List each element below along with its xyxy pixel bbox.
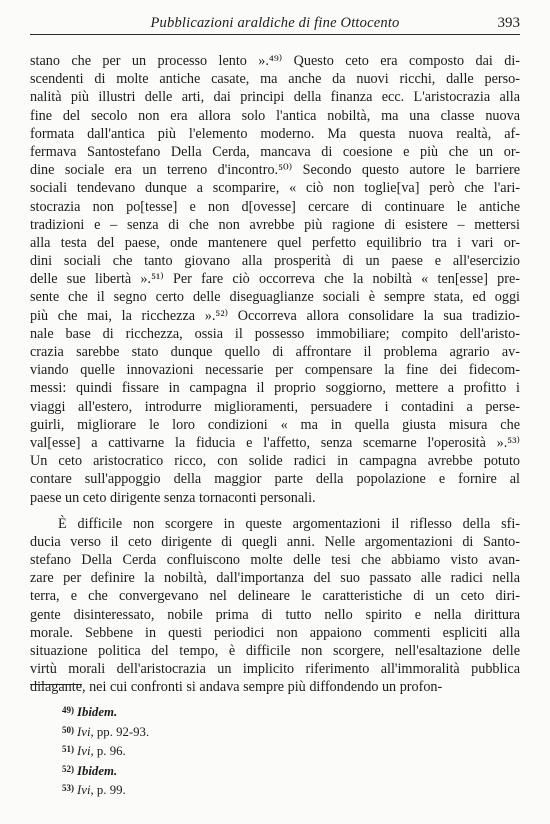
paragraph-gap — [30, 507, 520, 515]
paragraph — [30, 515, 520, 697]
footnote-list — [30, 701, 520, 799]
text-line: alla testa del paese, onde mantenere quel perfetto equilibrio tra i vari or- — [30, 234, 520, 251]
page-header — [30, 14, 520, 35]
text-line: È difficile non scorgere in queste argomentazioni il riflesso della sfi- — [58, 515, 520, 532]
text-line: delle sue libertà ».⁵¹⁾ Per fare ciò occorreva che la nobiltà « ten[esse] pre- — [30, 271, 520, 288]
text-line: viando quelle innovazioni necessarie per compensare la fine dei fidecom- — [30, 362, 520, 379]
text-line: tradizioni e – senza di che non avrebbe più ragione di esistere – mettersi — [30, 216, 520, 233]
footnote-number: 53) — [62, 783, 74, 793]
footnote-source: Ivi — [77, 744, 91, 758]
text-line: gente disinteressato, nobile prima di tutto nello spirito e nella dirittura — [30, 606, 520, 623]
text-line: nalità più illustri delle arti, dai principi della finanza ecc. L'aristocrazia alla — [30, 89, 520, 106]
text-line: formata dall'antica più l'elemento moderno. Ma questa nuova realtà, af- — [30, 125, 520, 142]
text-line: fine del secolo non era allora solo l'antica nobiltà, ma una classe nuova — [30, 107, 520, 124]
text-line: scendenti di molte antiche casate, ma anche da nuovi ricchi, dalle perso- — [30, 71, 520, 88]
footnote — [30, 721, 520, 741]
text-line: nale base di ricchezza, ossia il possesso immobiliare; compito dell'aristo- — [30, 325, 520, 342]
text-line: guirli, migliorare le loro condizioni « ma in quella giusta misura che — [30, 416, 520, 433]
text-line: paese un ceto dirigente senza tornaconti personali. — [30, 489, 316, 506]
footnote-pages: , p. 96. — [90, 744, 126, 758]
footnote-pages: , p. 99. — [90, 783, 126, 797]
text-line: zare per definire la nobiltà, dall'importanza del suo passato alle radici nella — [30, 570, 520, 587]
text-line: crazia sarebbe stato dunque quello di affrontare il problema agrario av- — [30, 344, 520, 360]
text-line: più che mai, la ricchezza ».⁵²⁾ Occorreva allora consolidare la sua tradizio- — [30, 307, 520, 324]
text-line: contare sull'appoggio della maggior parte della popolazione e fornire al — [30, 471, 520, 488]
paragraph — [30, 52, 520, 507]
footnote-number: 49) — [62, 705, 74, 715]
footnote — [30, 701, 520, 721]
text-line: stocrazia non po[tesse] e non d[ovesse] cercare di continuare le antiche — [30, 198, 520, 215]
footnote-source: Ivi — [77, 783, 91, 797]
text-line: dilagante, nei cui confronti si andava sempre più diffondendo un profon- — [30, 679, 443, 696]
text-line: sociali tendevano dunque a scomparire, « ciò non toglie[va] però che l'ari- — [30, 180, 520, 197]
page-number: 393 — [497, 15, 520, 31]
text-line: stano che per un processo lento ».⁴⁹⁾ Questo ceto era composto dai di- — [30, 53, 520, 69]
footnotes — [30, 684, 520, 799]
text-line: terra, e che convergevano nel delineare le caratteristiche di un ceto diri- — [30, 588, 520, 605]
footnote-source: Ibidem. — [77, 705, 118, 719]
text-line: ducia verso il ceto dirigente di quegli anni. Nelle argomentazioni di Santo- — [30, 533, 520, 550]
footnote-source: Ivi — [77, 724, 91, 739]
footnote-number: 51) — [62, 744, 74, 754]
text-line: virtù morali dell'aristocrazia un implicito riferimento all'immoralità pubblica — [30, 661, 520, 678]
text-line: viaggi all'estero, introdurre miglioramenti, persuadere i contadini a perse- — [30, 398, 520, 415]
footnote-source: Ibidem. — [77, 763, 118, 778]
text-line: dine sociale era un terreno d'incontro.⁵⁰⁾ Secondo questo autore le barriere — [30, 162, 520, 179]
text-line: situazione politica del tempo, è difficile non scorgere, nell'esaltazione delle — [30, 643, 520, 659]
body-text — [30, 52, 520, 697]
text-line: messi: quindi fissare in campagna il proprio soggiorno, mettere a profitto i — [30, 380, 520, 397]
footnote-number: 52) — [62, 763, 74, 774]
text-line: sente che il segno certo delle diseguaglianze sociali è sempre stata, ed oggi — [30, 289, 520, 306]
footnote-rule — [30, 684, 82, 685]
footnote — [30, 760, 520, 780]
text-line: dini sociali che tanto giovano alla prosperità di un paese e all'esercizio — [30, 253, 520, 270]
text-line: stefano Della Cerda confluiscono molte delle tesi che abbiamo visto avan- — [30, 552, 520, 569]
footnote-pages: , pp. 92-93. — [90, 724, 150, 739]
footnote — [30, 779, 520, 799]
footnote-number: 50) — [62, 724, 74, 735]
running-title: Pubblicazioni araldiche di fine Ottocento — [150, 15, 400, 31]
text-line: Un ceto aristocratico ricco, con solide radici in campagna avrebbe potuto — [30, 453, 520, 470]
footnote — [30, 740, 520, 760]
text-line: val[esse] a cattivarne la fiducia e l'affetto, senza scemarne l'operosità ».⁵³⁾ — [30, 434, 520, 451]
text-line: morale. Sebbene in questi periodici non appaiono commenti espliciti alla — [30, 624, 520, 641]
text-line: fermava Santostefano Della Cerda, mancava di coesione e più che un or- — [30, 143, 520, 160]
